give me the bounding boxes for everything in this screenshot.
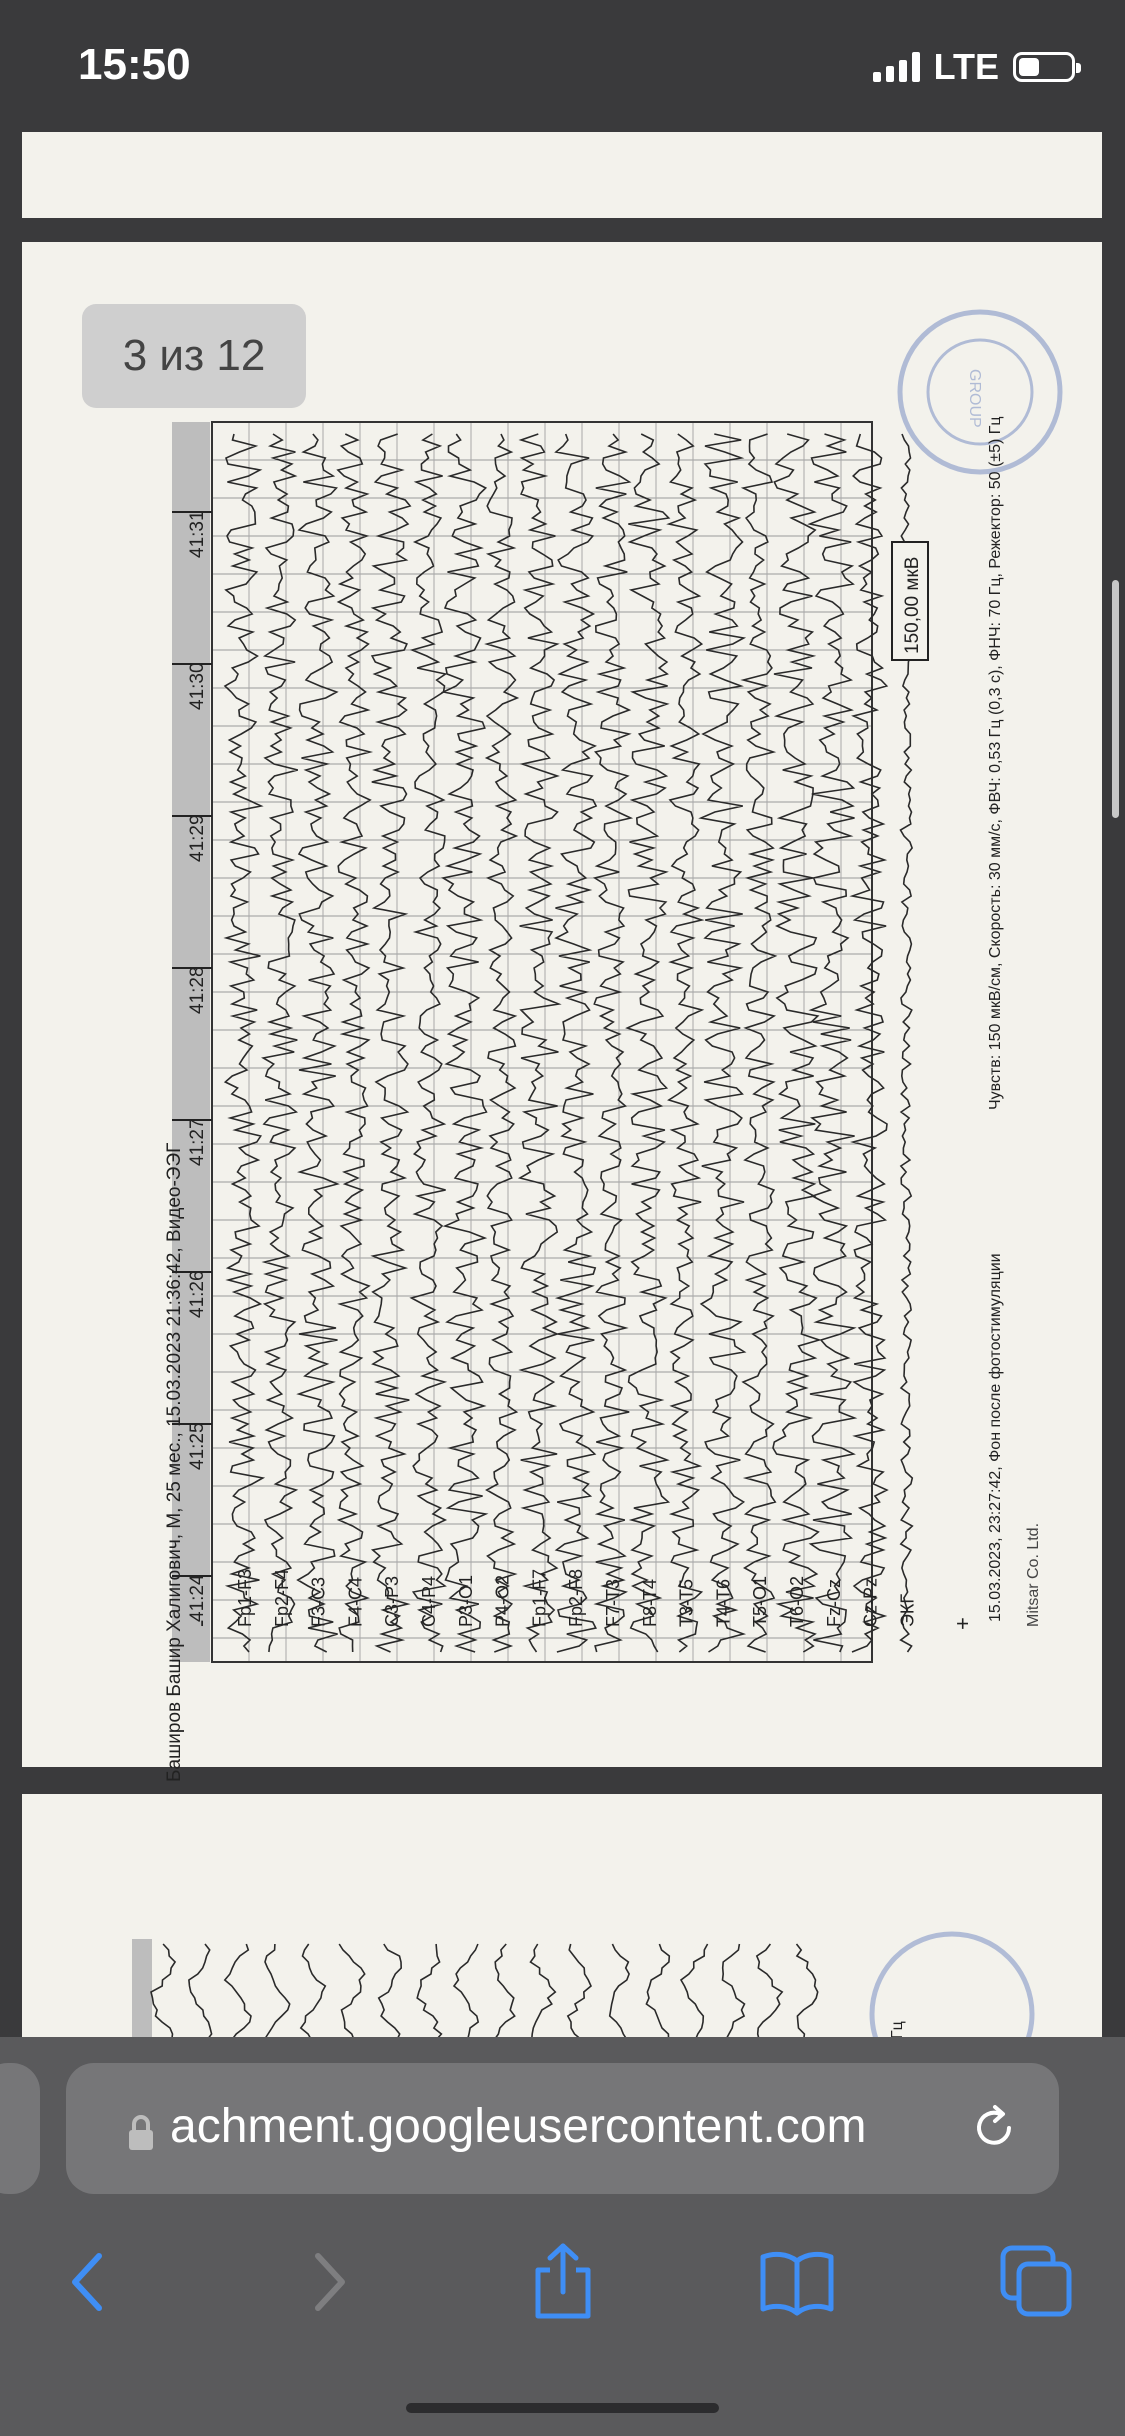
scale-label: 150,00 мкВ xyxy=(902,556,923,654)
status-bar xyxy=(0,0,1125,132)
company-label: Mitsar Co. Ltd. xyxy=(1025,1522,1042,1627)
bookmarks-button[interactable] xyxy=(742,2227,852,2337)
status-time: 15:50 xyxy=(78,40,191,89)
channel-label: F7-T3 xyxy=(603,1578,623,1627)
channel-label: F3-C3 xyxy=(308,1576,329,1627)
tabs-button[interactable] xyxy=(982,2227,1092,2337)
channel-label: F4-C4 xyxy=(345,1576,366,1627)
share-button[interactable] xyxy=(508,2227,618,2337)
channel-label: Fp2-F4 xyxy=(271,1568,292,1627)
adjacent-tab[interactable] xyxy=(0,2063,40,2194)
time-label: 41:26 xyxy=(187,1270,208,1318)
lock-icon xyxy=(126,2113,156,2153)
channel-label: T5-O1 xyxy=(750,1575,771,1627)
url-text: achment.googleusercontent.com xyxy=(170,2100,867,2153)
channel-label: T4-T6 xyxy=(713,1578,734,1627)
back-icon xyxy=(67,2252,107,2312)
scale-box xyxy=(892,542,928,660)
bookmarks-icon xyxy=(757,2247,837,2317)
scrollbar[interactable] xyxy=(1112,580,1119,818)
channel-label: F8-T4 xyxy=(639,1578,660,1627)
channel-label: Fz-Cz xyxy=(823,1579,844,1627)
time-label: 41:29 xyxy=(187,814,208,862)
home-indicator[interactable] xyxy=(406,2403,719,2413)
footer-right: Чувств: 150 мкВ/см, Скорость: 30 мм/с, ФВЧ: 0,53 Гц (0,3 с), ФНЧ: 70 Гц, Режектор: 50 (±5) Гц xyxy=(987,416,1004,1110)
channel-label: C4-P4 xyxy=(419,1575,439,1627)
minus-marker: - xyxy=(188,1619,213,1627)
channel-label: C3-P3 xyxy=(382,1575,403,1627)
stamp-seal xyxy=(900,312,1060,472)
time-label: 41:28 xyxy=(187,966,208,1014)
signal-icon xyxy=(873,52,920,82)
current-page[interactable] xyxy=(22,242,1102,1782)
time-label: 41:31 xyxy=(187,510,208,558)
status-indicators xyxy=(873,46,1075,88)
battery-icon xyxy=(1013,52,1075,82)
network-type: LTE xyxy=(933,46,999,87)
forward-button[interactable] xyxy=(275,2227,385,2337)
channel-label: ЭКГ xyxy=(897,1593,918,1627)
svg-text:GROUP: GROUP xyxy=(966,369,983,428)
channel-label: Fp1-F3 xyxy=(235,1568,255,1627)
navigation-bar xyxy=(0,2227,1125,2347)
channel-label: P3-O1 xyxy=(455,1574,476,1627)
eeg-grid xyxy=(212,422,872,1662)
channel-label: T6-O2 xyxy=(787,1575,807,1627)
browser-toolbar xyxy=(0,2037,1125,2436)
tabs-icon xyxy=(999,2244,1075,2320)
eeg-traces xyxy=(225,434,912,1652)
page-counter: 3 из 12 xyxy=(82,304,306,408)
channel-label: Cz-Pz xyxy=(860,1578,881,1627)
eeg-record-image xyxy=(22,242,1102,1782)
previous-page[interactable] xyxy=(22,132,1102,218)
time-label: 41:24 xyxy=(187,1574,208,1622)
time-label: 41:25 xyxy=(187,1422,208,1470)
channel-label: Fp2-F8 xyxy=(566,1568,587,1627)
back-button[interactable] xyxy=(32,2227,142,2337)
forward-icon xyxy=(310,2252,350,2312)
plus-marker: + xyxy=(950,1617,975,1630)
address-bar[interactable] xyxy=(66,2063,1059,2194)
footer-left: 15.03.2023, 23:27:42, Фон после фотостимуляции xyxy=(987,1253,1004,1622)
time-label: 41:30 xyxy=(187,662,208,710)
time-label: 41:27 xyxy=(187,1118,208,1166)
channel-label: T3-T5 xyxy=(676,1578,697,1627)
record-header: Баширов Башир Халигович, М, 25 мес., 15.03.2023 21:36:42, Видео-ЭЭГ xyxy=(164,1142,185,1782)
share-icon xyxy=(528,2242,598,2322)
channel-label: Fp1-F7 xyxy=(529,1568,550,1627)
reload-icon[interactable] xyxy=(967,2101,1021,2155)
channel-label: P4-O2 xyxy=(492,1574,513,1627)
document-viewer[interactable] xyxy=(0,132,1125,2037)
